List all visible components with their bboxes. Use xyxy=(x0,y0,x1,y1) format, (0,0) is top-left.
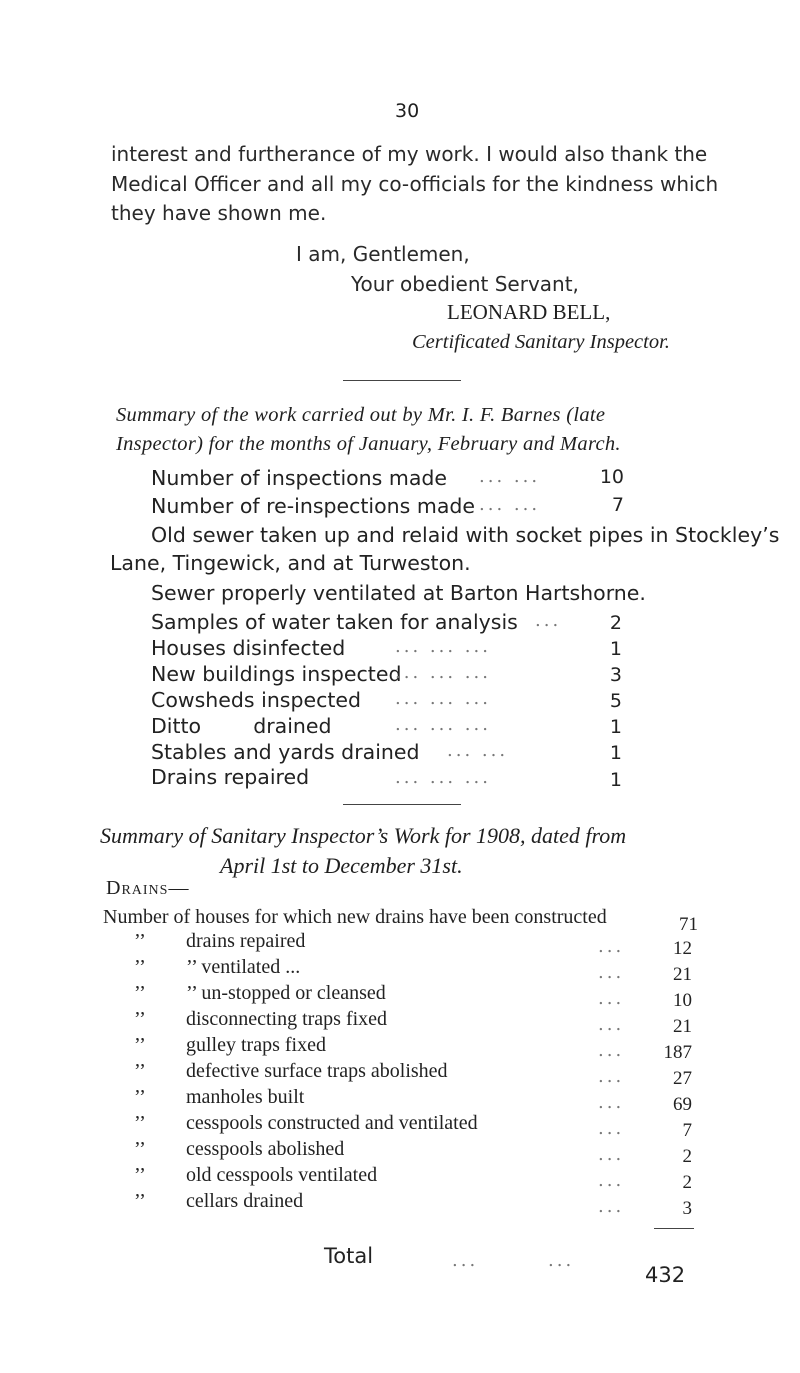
drains-row-leader: ... xyxy=(598,1118,625,1139)
sewer-relaid-line-1: Old sewer taken up and relaid with socket pipes in Stockley’s xyxy=(151,523,780,547)
ditto-mark: ’’ xyxy=(134,1034,146,1056)
ditto-mark: ’’ xyxy=(134,982,146,1004)
list-item-leader: ... xyxy=(535,610,562,631)
drains-row-value: 7 xyxy=(682,1120,692,1141)
paragraph-line-3: they have shown me. xyxy=(111,201,327,225)
summary-1908-heading-line-2: April 1st to December 31st. xyxy=(220,853,463,878)
list-item-label: Stables and yards drained xyxy=(151,740,420,764)
signatory-title: Certificated Sanitary Inspector. xyxy=(412,331,670,353)
drains-row-leader: ... xyxy=(598,1040,625,1061)
list-item-label: Houses disinfected xyxy=(151,636,346,660)
ditto-mark: ’’ xyxy=(134,1190,146,1212)
list-item-value: 2 xyxy=(609,612,622,634)
ditto-mark: ’’ xyxy=(134,1086,146,1108)
list-item-label: Drains repaired xyxy=(151,765,310,789)
drains-row-leader: ... xyxy=(598,1092,625,1113)
sewer-relaid-line-2: Lane, Tingewick, and at Turweston. xyxy=(110,551,471,575)
drains-row-label: drains repaired xyxy=(186,930,306,952)
drains-row-leader: ... xyxy=(598,1196,625,1217)
reinspections-value: 7 xyxy=(611,494,624,516)
letter-sign-off: Your obedient Servant, xyxy=(351,272,579,296)
paragraph-line-2: Medical Officer and all my co-officials for the kindness which xyxy=(111,172,719,196)
drains-row-label: manholes built xyxy=(186,1086,305,1108)
list-item-value: 5 xyxy=(609,690,622,712)
drains-row-value: 27 xyxy=(673,1068,692,1089)
ditto-mark: ’’ xyxy=(134,930,146,952)
ditto-mark: ’’ xyxy=(134,1112,146,1134)
list-item-value: 3 xyxy=(609,664,622,686)
letter-closing: I am, Gentlemen, xyxy=(296,242,470,266)
list-item-label: Samples of water taken for analysis xyxy=(151,610,518,634)
page-number: 30 xyxy=(395,100,420,122)
drains-row-label: disconnecting traps fixed xyxy=(186,1008,388,1030)
list-item-leader: ... ... ... xyxy=(395,767,491,788)
drains-section-heading: Drains— xyxy=(106,877,190,899)
drains-row-leader: ... xyxy=(598,988,625,1009)
list-item-leader: ... ... ... xyxy=(395,662,491,683)
list-item-label: New buildings inspected xyxy=(151,662,402,686)
inspections-label: Number of inspections made xyxy=(151,466,448,490)
sewer-ventilated-line: Sewer properly ventilated at Barton Hartshorne. xyxy=(151,581,646,605)
list-item-leader: ... ... ... xyxy=(395,688,491,709)
paragraph-line-1: interest and furtherance of my work. I would also thank the xyxy=(111,142,708,166)
list-item-value: 1 xyxy=(609,742,622,764)
drains-row-label: ’’ ventilated ... xyxy=(186,956,301,978)
drains-row-leader: ... xyxy=(598,1144,625,1165)
drains-row-value: 21 xyxy=(673,964,692,985)
drains-row-leader: ... xyxy=(598,936,625,957)
divider-rule-1 xyxy=(343,380,461,381)
inspections-value: 10 xyxy=(599,466,624,488)
drains-row-label: cellars drained xyxy=(186,1190,304,1212)
list-item-value: 1 xyxy=(609,638,622,660)
drains-row-label: gulley traps fixed xyxy=(186,1034,326,1056)
drains-row-value: 2 xyxy=(682,1172,692,1193)
total-leader: ... xyxy=(452,1250,479,1271)
total-label: Total xyxy=(324,1244,374,1268)
summary-barnes-heading-line-2: Inspector) for the months of January, February and March. xyxy=(116,433,621,455)
drains-row-label: ’’ un-stopped or cleansed xyxy=(186,982,386,1004)
signatory-name: LEONARD BELL, xyxy=(447,300,611,324)
ditto-mark: ’’ xyxy=(134,1008,146,1030)
list-item-label: Ditto drained xyxy=(151,714,332,738)
drains-row-leader: ... xyxy=(598,962,625,983)
list-item-leader: ... ... xyxy=(447,740,509,761)
drains-row-value: 69 xyxy=(673,1094,692,1115)
ditto-mark: ’’ xyxy=(134,1060,146,1082)
list-item-value: 1 xyxy=(609,716,622,738)
drains-row-leader: ... xyxy=(598,1170,625,1191)
drains-row-leader: ... xyxy=(598,1014,625,1035)
total-value: 432 xyxy=(645,1263,686,1287)
drains-row-leader: ... xyxy=(598,1066,625,1087)
drains-row-label: old cesspools ventilated xyxy=(186,1164,378,1186)
ditto-mark: ’’ xyxy=(134,1164,146,1186)
ditto-mark: ’’ xyxy=(134,1138,146,1160)
ditto-mark: ’’ xyxy=(134,956,146,978)
reinspections-leader: ... ... xyxy=(479,494,541,515)
drains-row-label: cesspools constructed and ventilated xyxy=(186,1112,478,1134)
divider-rule-2 xyxy=(343,804,461,805)
total-leader: ... xyxy=(548,1250,575,1271)
reinspections-label: Number of re-inspections made xyxy=(151,494,476,518)
list-item-leader: ... ... ... xyxy=(395,636,491,657)
drains-row-value: 187 xyxy=(663,1042,692,1063)
drains-row-label: defective surface traps abolished xyxy=(186,1060,448,1082)
summary-barnes-heading-line-1: Summary of the work carried out by Mr. I. F. Barnes (late xyxy=(116,404,606,426)
drains-row-value: 10 xyxy=(673,990,692,1011)
total-rule xyxy=(654,1228,694,1229)
inspections-leader: ... ... xyxy=(479,466,541,487)
drains-row-value: 12 xyxy=(673,938,692,959)
drains-row-label: Number of houses for which new drains have been constructed xyxy=(103,906,607,928)
drains-row-value: 71 xyxy=(679,914,698,935)
drains-row-value: 2 xyxy=(682,1146,692,1167)
summary-1908-heading-line-1: Summary of Sanitary Inspector’s Work for 1908, dated from xyxy=(100,823,627,848)
drains-row-label: cesspools abolished xyxy=(186,1138,345,1160)
drains-row-value: 3 xyxy=(682,1198,692,1219)
list-item-value: 1 xyxy=(609,769,622,791)
list-item-label: Cowsheds inspected xyxy=(151,688,362,712)
list-item-leader: ... ... ... xyxy=(395,714,491,735)
drains-row-value: 21 xyxy=(673,1016,692,1037)
